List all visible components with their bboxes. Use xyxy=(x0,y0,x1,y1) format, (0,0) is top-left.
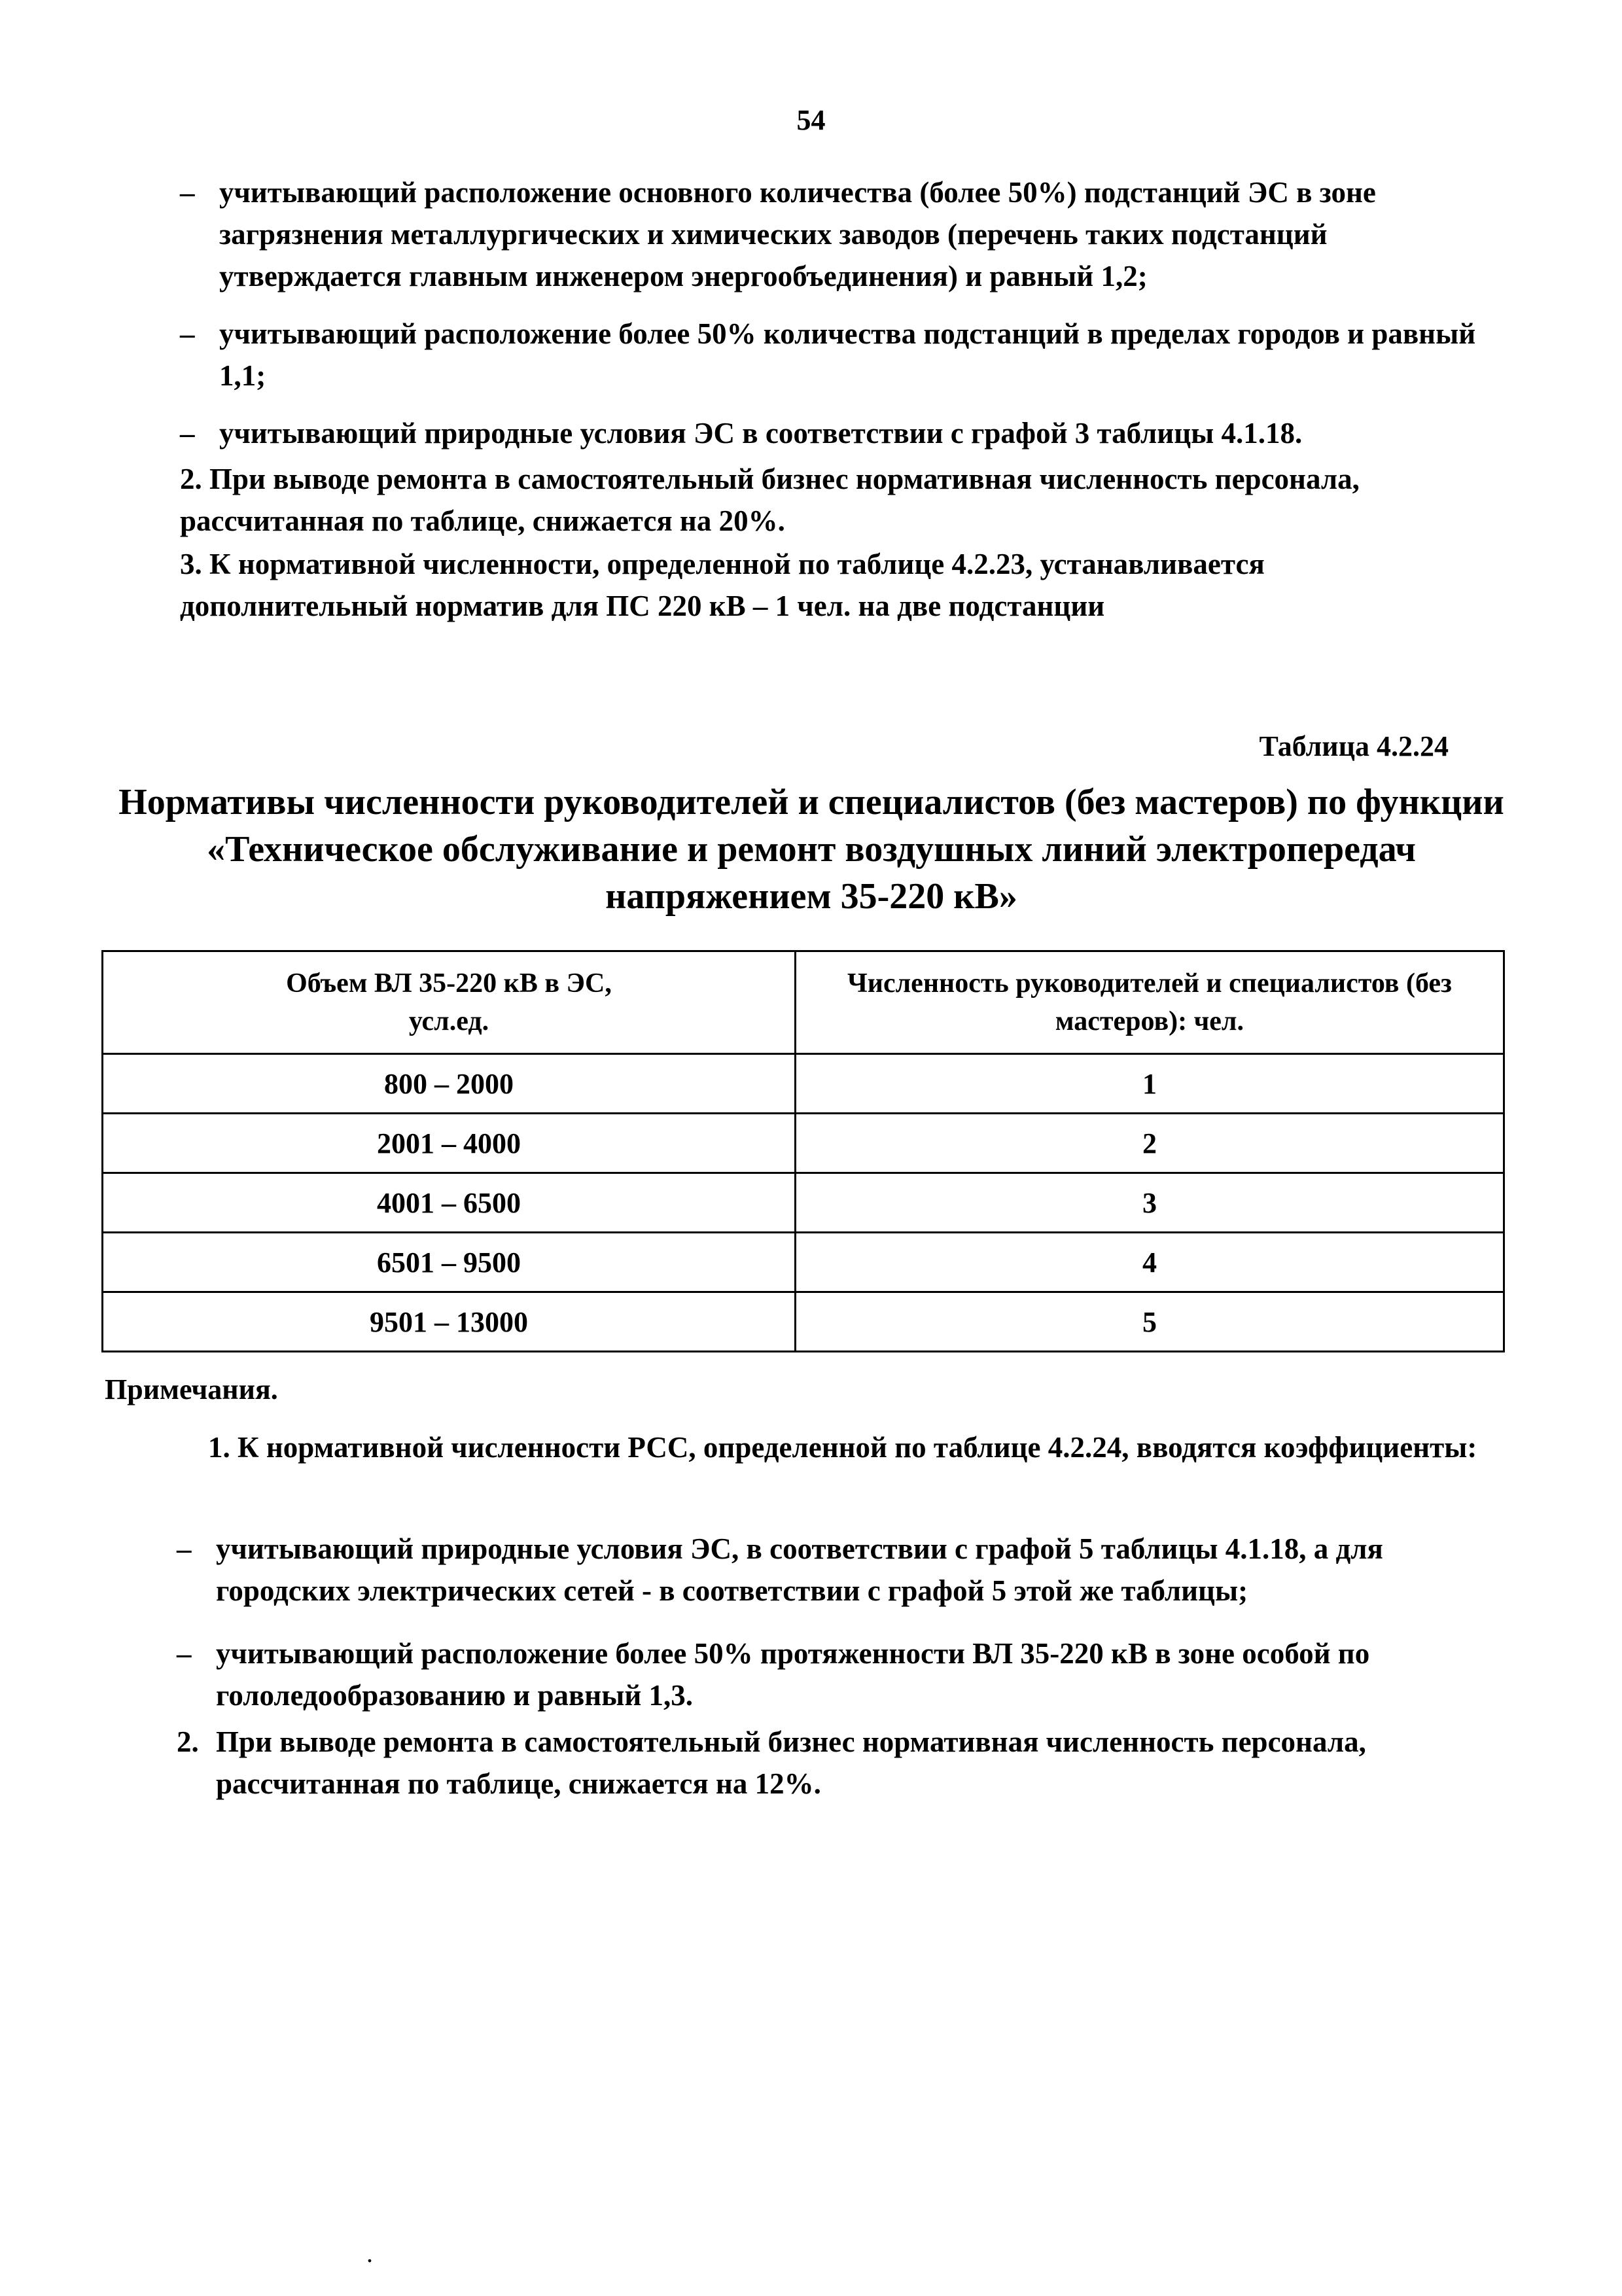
list-item xyxy=(180,313,1502,397)
table-cell: 5 xyxy=(795,1292,1504,1352)
note-item-text: учитывающий расположение более 50% протяженности ВЛ 35-220 кВ в зоне особой по гололедообразованию и равный 1,3. xyxy=(216,1637,1370,1712)
table-header-cell: Объем ВЛ 35-220 кВ в ЭС, усл.ед. xyxy=(103,951,796,1054)
norm-table xyxy=(101,950,1505,1352)
list-marker: – xyxy=(180,317,195,350)
list-marker: – xyxy=(180,176,195,209)
table-cell: 800 – 2000 xyxy=(103,1054,796,1114)
note-item-text: учитывающий природные условия ЭС, в соответствии с графой 5 таблицы 4.1.18, а для городских электрических сетей - в соответствии с графой 5 этой же таблицы; xyxy=(216,1532,1383,1607)
table-row xyxy=(103,1173,1504,1233)
note-item xyxy=(177,1721,1505,1805)
list-item xyxy=(180,171,1502,297)
list-marker: 2. xyxy=(177,1725,199,1758)
table-row xyxy=(103,1292,1504,1352)
table-cell: 6501 – 9500 xyxy=(103,1233,796,1292)
table-cell: 1 xyxy=(795,1054,1504,1114)
table-cell: 2001 – 4000 xyxy=(103,1114,796,1173)
table-row xyxy=(103,1114,1504,1173)
list-item-text: учитывающий расположение основного количества (более 50%) подстанций ЭС в зоне загрязнения металлургических и химических заводов (перечень таких подстанций утверждается главным инженером энергообъединения) и равный 1,2; xyxy=(219,176,1376,292)
list-item xyxy=(180,412,1502,454)
table-row xyxy=(103,1054,1504,1114)
paragraph: 3. К нормативной численности, определенной по таблице 4.2.23, устанавливается дополнительный норматив для ПС 220 кВ – 1 чел. на две подстанции xyxy=(180,548,1265,622)
notes-intro: 1. К нормативной численности РСС, определенной по таблице 4.2.24, вводятся коэффициенты: xyxy=(208,1431,1477,1464)
note-item xyxy=(177,1633,1505,1716)
table-header-cell: Численность руководителей и специалистов (без мастеров): чел. xyxy=(795,951,1504,1054)
table-cell: 3 xyxy=(795,1173,1504,1233)
list-marker: – xyxy=(177,1637,192,1670)
paragraph: 2. При выводе ремонта в самостоятельный бизнес нормативная численность персонала, рассчитанная по таблице, снижается на 20%. xyxy=(180,463,1360,537)
table-header-row xyxy=(103,951,1504,1054)
note-item-text: При выводе ремонта в самостоятельный бизнес нормативная численность персонала, рассчитанная по таблице, снижается на 12%. xyxy=(216,1725,1366,1800)
table-title: Нормативы численности руководителей и специалистов (без мастеров) по функции «Техническое обслуживание и ремонт воздушных линий электропередач напряжением 35-220 кВ» xyxy=(118,782,1504,917)
table-cell: 2 xyxy=(795,1114,1504,1173)
list-marker: – xyxy=(180,417,195,450)
table-cell: 4001 – 6500 xyxy=(103,1173,796,1233)
scan-mark: . xyxy=(366,2238,373,2268)
page-number: 54 xyxy=(796,104,826,136)
table-caption: Таблица 4.2.24 xyxy=(1259,730,1449,762)
table-cell: 9501 – 13000 xyxy=(103,1292,796,1352)
list-item-text: учитывающий природные условия ЭС в соответствии с графой 3 таблицы 4.1.18. xyxy=(219,417,1303,450)
table-cell: 4 xyxy=(795,1233,1504,1292)
note-item xyxy=(177,1528,1505,1612)
list-item-text: учитывающий расположение более 50% количества подстанций в пределах городов и равный 1,1; xyxy=(219,317,1476,392)
notes-title: Примечания. xyxy=(105,1373,278,1405)
table-row xyxy=(103,1233,1504,1292)
list-marker: – xyxy=(177,1532,192,1565)
